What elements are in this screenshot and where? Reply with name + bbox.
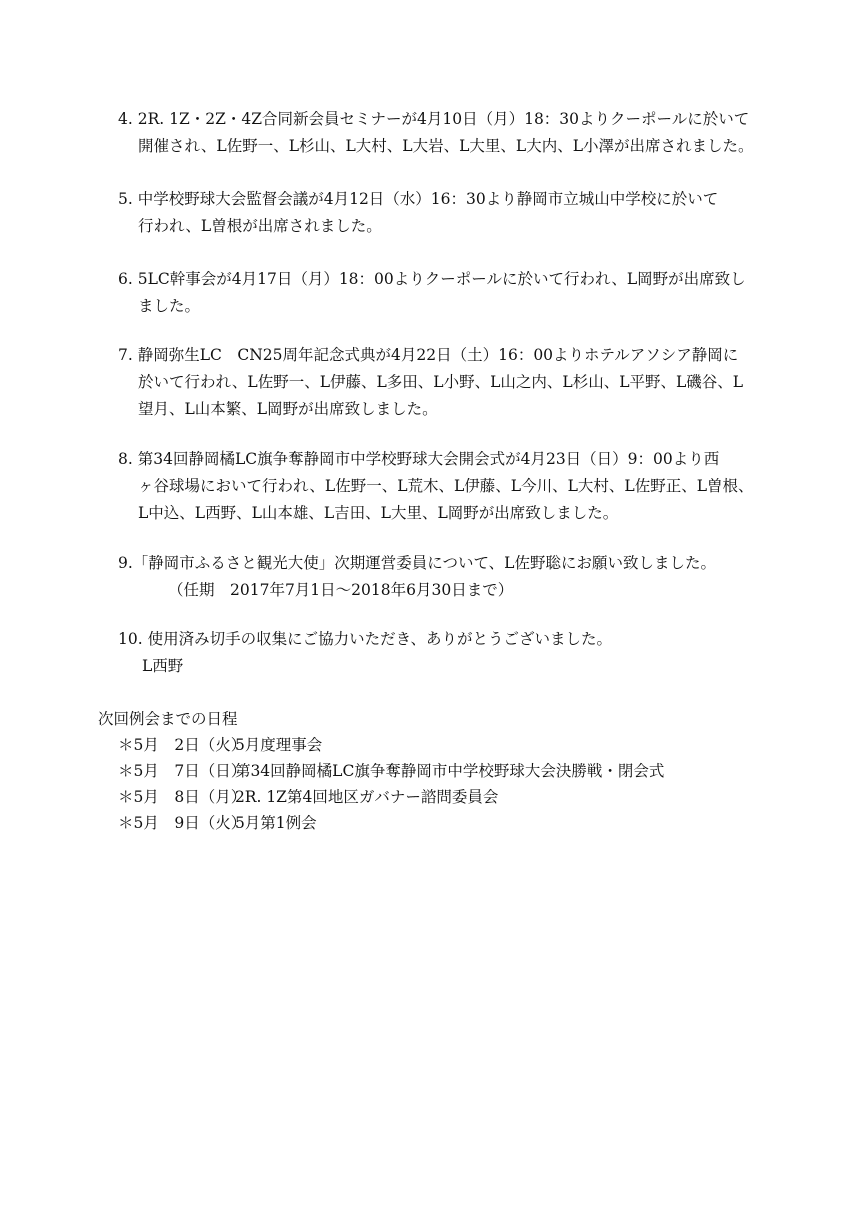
item-signature: L西野 — [142, 657, 184, 675]
item-line: 於いて行われ、L佐野一、L伊藤、L多田、L小野、L山之内、L杉山、L平野、L磯谷、L — [138, 373, 744, 391]
schedule-date: ＊5月 8日（月） — [118, 788, 247, 806]
item-line: 望月、L山本繁、L岡野が出席致しました。 — [138, 400, 438, 418]
schedule-event: 第34回静岡橘LC旗争奪静岡市中学校野球大会決勝戦・閉会式 — [234, 762, 665, 780]
report-item-9 — [118, 550, 808, 604]
item-line: 行われ、L曽根が出席されました。 — [138, 217, 382, 235]
item-line: 5. 中学校野球大会監督会議が4月12日（水）16：30より静岡市立城山中学校に於いて — [118, 190, 719, 208]
item-line: 8. 第34回静岡橘LC旗争奪静岡市中学校野球大会開会式が4月23日（日）9：00より西 — [118, 450, 720, 468]
item-line: ヶ谷球場において行われ、L佐野一、L荒木、L伊藤、L今川、L大村、L佐野正、L曽根、 — [138, 477, 754, 495]
item-line: 開催され、L佐野一、L杉山、L大村、L大岩、L大里、L大内、L小澤が出席されました。 — [138, 137, 754, 155]
item-line: 7. 静岡弥生LC CN25周年記念式典が4月22日（土）16：00よりホテルアソシア静岡に — [118, 346, 739, 364]
report-item-8 — [118, 446, 808, 527]
item-line: 10. 使用済み切手の収集にご協力いただき、ありがとうございました。 — [118, 630, 612, 648]
schedule-heading: 次回例会までの日程 — [98, 710, 238, 728]
schedule-event: 2R. 1Z第4回地区ガバナー諮問委員会 — [234, 788, 499, 806]
schedule-event: 5月第1例会 — [234, 814, 317, 832]
schedule-row — [118, 732, 322, 759]
item-line: 6. 5LC幹事会が4月17日（月）18：00よりクーポールに於いて行われ、L岡野が出席致し — [118, 270, 746, 288]
schedule-row — [118, 810, 317, 837]
item-line: 4. 2R. 1Z・2Z・4Z合同新会員セミナーが4月10日（月）18：30よりクーポールに於いて — [118, 110, 750, 128]
item-line: ました。 — [138, 297, 201, 315]
schedule-date: ＊5月 9日（火） — [118, 814, 247, 832]
report-item-6 — [118, 266, 808, 320]
item-line: 9.「静岡市ふるさと観光大使」次期運営委員について、L佐野聡にお願い致しました。 — [118, 554, 716, 572]
schedule-date: ＊5月 2日（火） — [118, 736, 247, 754]
report-item-5 — [118, 186, 808, 240]
item-line: （任期 2017年7月1日～2018年6月30日まで） — [168, 581, 514, 599]
schedule-row — [118, 758, 664, 785]
schedule-row — [118, 784, 498, 811]
schedule-date: ＊5月 7日（日） — [118, 762, 247, 780]
report-item-10 — [118, 626, 808, 680]
schedule-event: 5月度理事会 — [234, 736, 323, 754]
report-item-4 — [118, 106, 808, 160]
report-item-7 — [118, 342, 808, 423]
item-line: L中込、L西野、L山本雄、L吉田、L大里、L岡野が出席致しました。 — [138, 504, 619, 522]
